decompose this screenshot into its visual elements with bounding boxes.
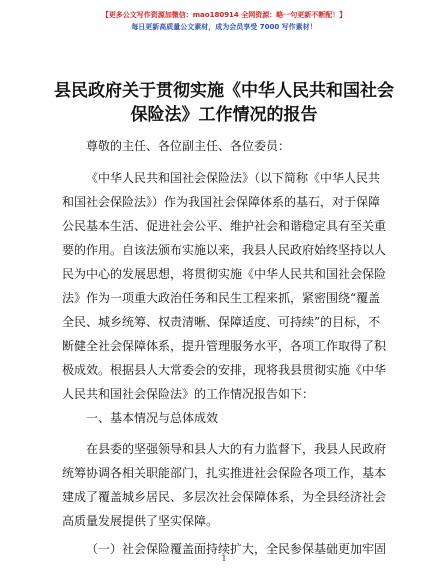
document-title-line-2: 保险法》工作情况的报告 bbox=[130, 105, 318, 125]
salutation: 尊敬的主任、各位副主任、各位委员： bbox=[86, 139, 291, 153]
paragraph-line: 人民共和国社会保险法》的工作情况报告如下： bbox=[62, 387, 315, 401]
paragraph-line: 全民、城乡统筹、权责清晰、保障适度、可持续”的目标，不 bbox=[62, 315, 381, 329]
paragraph-line: 要的作用。自该法颁布实施以来，我县人民政府始终坚持以人 bbox=[62, 243, 387, 257]
paragraph-line: 断健全社会保障体系，提升管理服务水平，各项工作取得了积 bbox=[62, 339, 387, 353]
subsection-heading: （一）社会保险覆盖面持续扩大，全民参保基础更加牢固 bbox=[86, 542, 387, 556]
paragraph-line: 法》作为一项重大政治任务和民生工程来抓，紧密围绕“覆盖 bbox=[62, 291, 381, 305]
section-heading: 一、基本情况与总体成效 bbox=[86, 411, 219, 425]
paragraph-line: 民为中心的发展思想，将贯彻实施《中华人民共和国社会保险 bbox=[62, 267, 387, 281]
paragraph-line: 极成效。根据县人大常委会的安排，现将我县贯彻实施《中华 bbox=[62, 363, 387, 377]
paragraph-line: 公民基本生活、促进社会公平、维护社会和谐稳定具有至关重 bbox=[62, 219, 387, 233]
promo-banner-line-2: 每日更新高质量公文素材，成为会员享受 7000 写作素材！ bbox=[131, 23, 317, 31]
paragraph-line: 和国社会保险法》）作为我国社会保障体系的基石，对于保障 bbox=[62, 195, 381, 209]
paragraph-line: 《中华人民共和国社会保险法》（以下简称《中华人民共 bbox=[86, 171, 381, 185]
paragraph-line: 建成了覆盖城乡居民、多层次社会保障体系，为全县经济社会 bbox=[62, 490, 387, 504]
paragraph-line: 在县委的坚强领导和县人大的有力监督下，我县人民政府 bbox=[86, 442, 387, 456]
page-number: 1 bbox=[221, 554, 227, 563]
paragraph-line: 高质量发展提供了坚实保障。 bbox=[62, 514, 219, 528]
document-title-line-1: 县民政府关于贯彻实施《中华人民共和国社会 bbox=[54, 81, 394, 101]
promo-banner-line-1: 【更多公文写作资源加微信：mao180914 全网资源：略一句更新不断配！】 bbox=[101, 11, 347, 19]
paragraph-line: 统筹协调各相关职能部门，扎实推进社会保险各项工作，基本 bbox=[62, 466, 387, 480]
